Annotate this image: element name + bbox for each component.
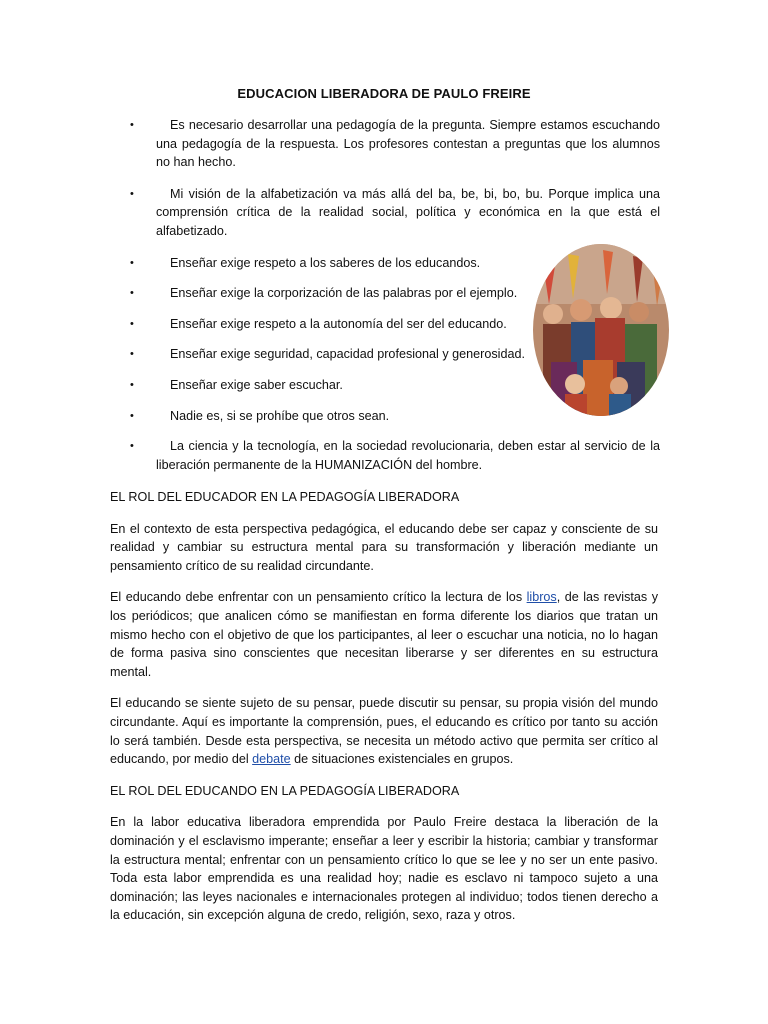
list-item-text: Enseñar exige saber escuchar. <box>170 377 343 392</box>
paragraph <box>110 694 658 768</box>
paragraph-text: de situaciones existenciales en grupos. <box>290 752 514 767</box>
list-item-text: Es necesario desarrollar una pedagogía de la pregunta. Siempre estamos escuchando una pedagogía de la respuesta. Los profesores contestan a preguntas que los alumnos no han hecho. <box>156 118 660 170</box>
crowd-illustration-icon <box>533 244 669 416</box>
paragraph-text: El educando debe enfrentar con un pensamiento crítico la lectura de los <box>110 590 527 605</box>
section-heading: EL ROL DEL EDUCADOR EN LA PEDAGOGÍA LIBERADORA <box>110 490 460 504</box>
section-heading: EL ROL DEL EDUCANDO EN LA PEDAGOGÍA LIBERADORA <box>110 783 460 798</box>
paragraph: En la labor educativa liberadora emprendida por Paulo Freire destaca la liberación de la dominación y el esclavismo imperante; enseñar a leer y escribir la historia; cambiar y transformar la estructura mental; enfrentar con un pensamiento crítico lo que se lee y no ser un ente pasivo. Toda esta labor emprendida es una realidad hoy; nadie es esclavo ni tampoco sujeto a una dominación; las leyes nacionales e internacionales protegen al individuo; todos tienen derecho a la educación, sin excepción alguna de credo, religión, sexo, raza y otros. <box>110 815 658 923</box>
paragraph-text: , de las revistas y los periódicos; que analicen cómo se manifiestan en forma diferente los diarios que tratan un mismo hecho con el objetivo de que los participantes, al leer o escuchar una noticia, no lo hagan de forma pasiva sino conscientes que necesitan liberarse y ser diferentes en su estructura mental. <box>110 590 658 679</box>
bullet-icon: • <box>130 348 134 361</box>
bullet-icon: • <box>130 317 134 330</box>
bullet-icon: • <box>130 287 134 300</box>
link-libros[interactable]: libros <box>526 590 557 605</box>
illustration-people-raised-fists <box>533 244 669 416</box>
section-educador <box>110 488 658 925</box>
bullet-icon: • <box>130 187 134 200</box>
list-item-text: Enseñar exige respeto a los saberes de los educandos. <box>170 255 481 270</box>
list-item-text: La ciencia y la tecnología, en la sociedad revolucionaria, deben estar al servicio de la liberación permanente de la HUMANIZACIÓN del hombre. <box>156 439 660 472</box>
link-debate[interactable]: debate <box>252 752 291 767</box>
list-item <box>120 437 660 474</box>
bullet-icon: • <box>130 440 134 453</box>
paragraph-text: El educando se siente sujeto de su pensar, puede discutir su pensar, su propia visión del mundo circundante. Aquí es importante la comprensión, pues, el educando es crítico por tanto su acción lo será también. Desde esta perspectiva, se necesita un método activo que permita ser crítico al educando, por medio del <box>110 696 658 767</box>
bullet-icon: • <box>130 378 134 391</box>
bullet-icon: • <box>130 119 134 131</box>
list-item-text: Mi visión de la alfabetización va más allá del ba, be, bi, bo, bu. Porque implica una comprensión crítica de la realidad social, política y económica en la que está el alfabetizado. <box>156 186 660 238</box>
page-title: EDUCACION LIBERADORA DE PAULO FREIRE <box>237 86 531 101</box>
list-item-text: Enseñar exige seguridad, capacidad profesional y generosidad. <box>170 347 525 362</box>
bullet-icon: • <box>130 409 134 422</box>
list-item-text: Nadie es, si se prohíbe que otros sean. <box>170 408 390 423</box>
paragraph: En el contexto de esta perspectiva pedagógica, el educando debe ser capaz y consciente de su realidad y cambiar su estructura mental para su transformación y liberación mediante un pensamiento crítico de su realidad circundante. <box>110 521 658 573</box>
list-item <box>120 185 660 241</box>
list-item <box>120 116 660 172</box>
bullet-icon: • <box>130 256 134 269</box>
list-item-text: Enseñar exige respeto a la autonomía del ser del educando. <box>170 316 507 331</box>
paragraph <box>110 588 658 681</box>
list-item-text: Enseñar exige la corporización de las palabras por el ejemplo. <box>170 286 518 301</box>
